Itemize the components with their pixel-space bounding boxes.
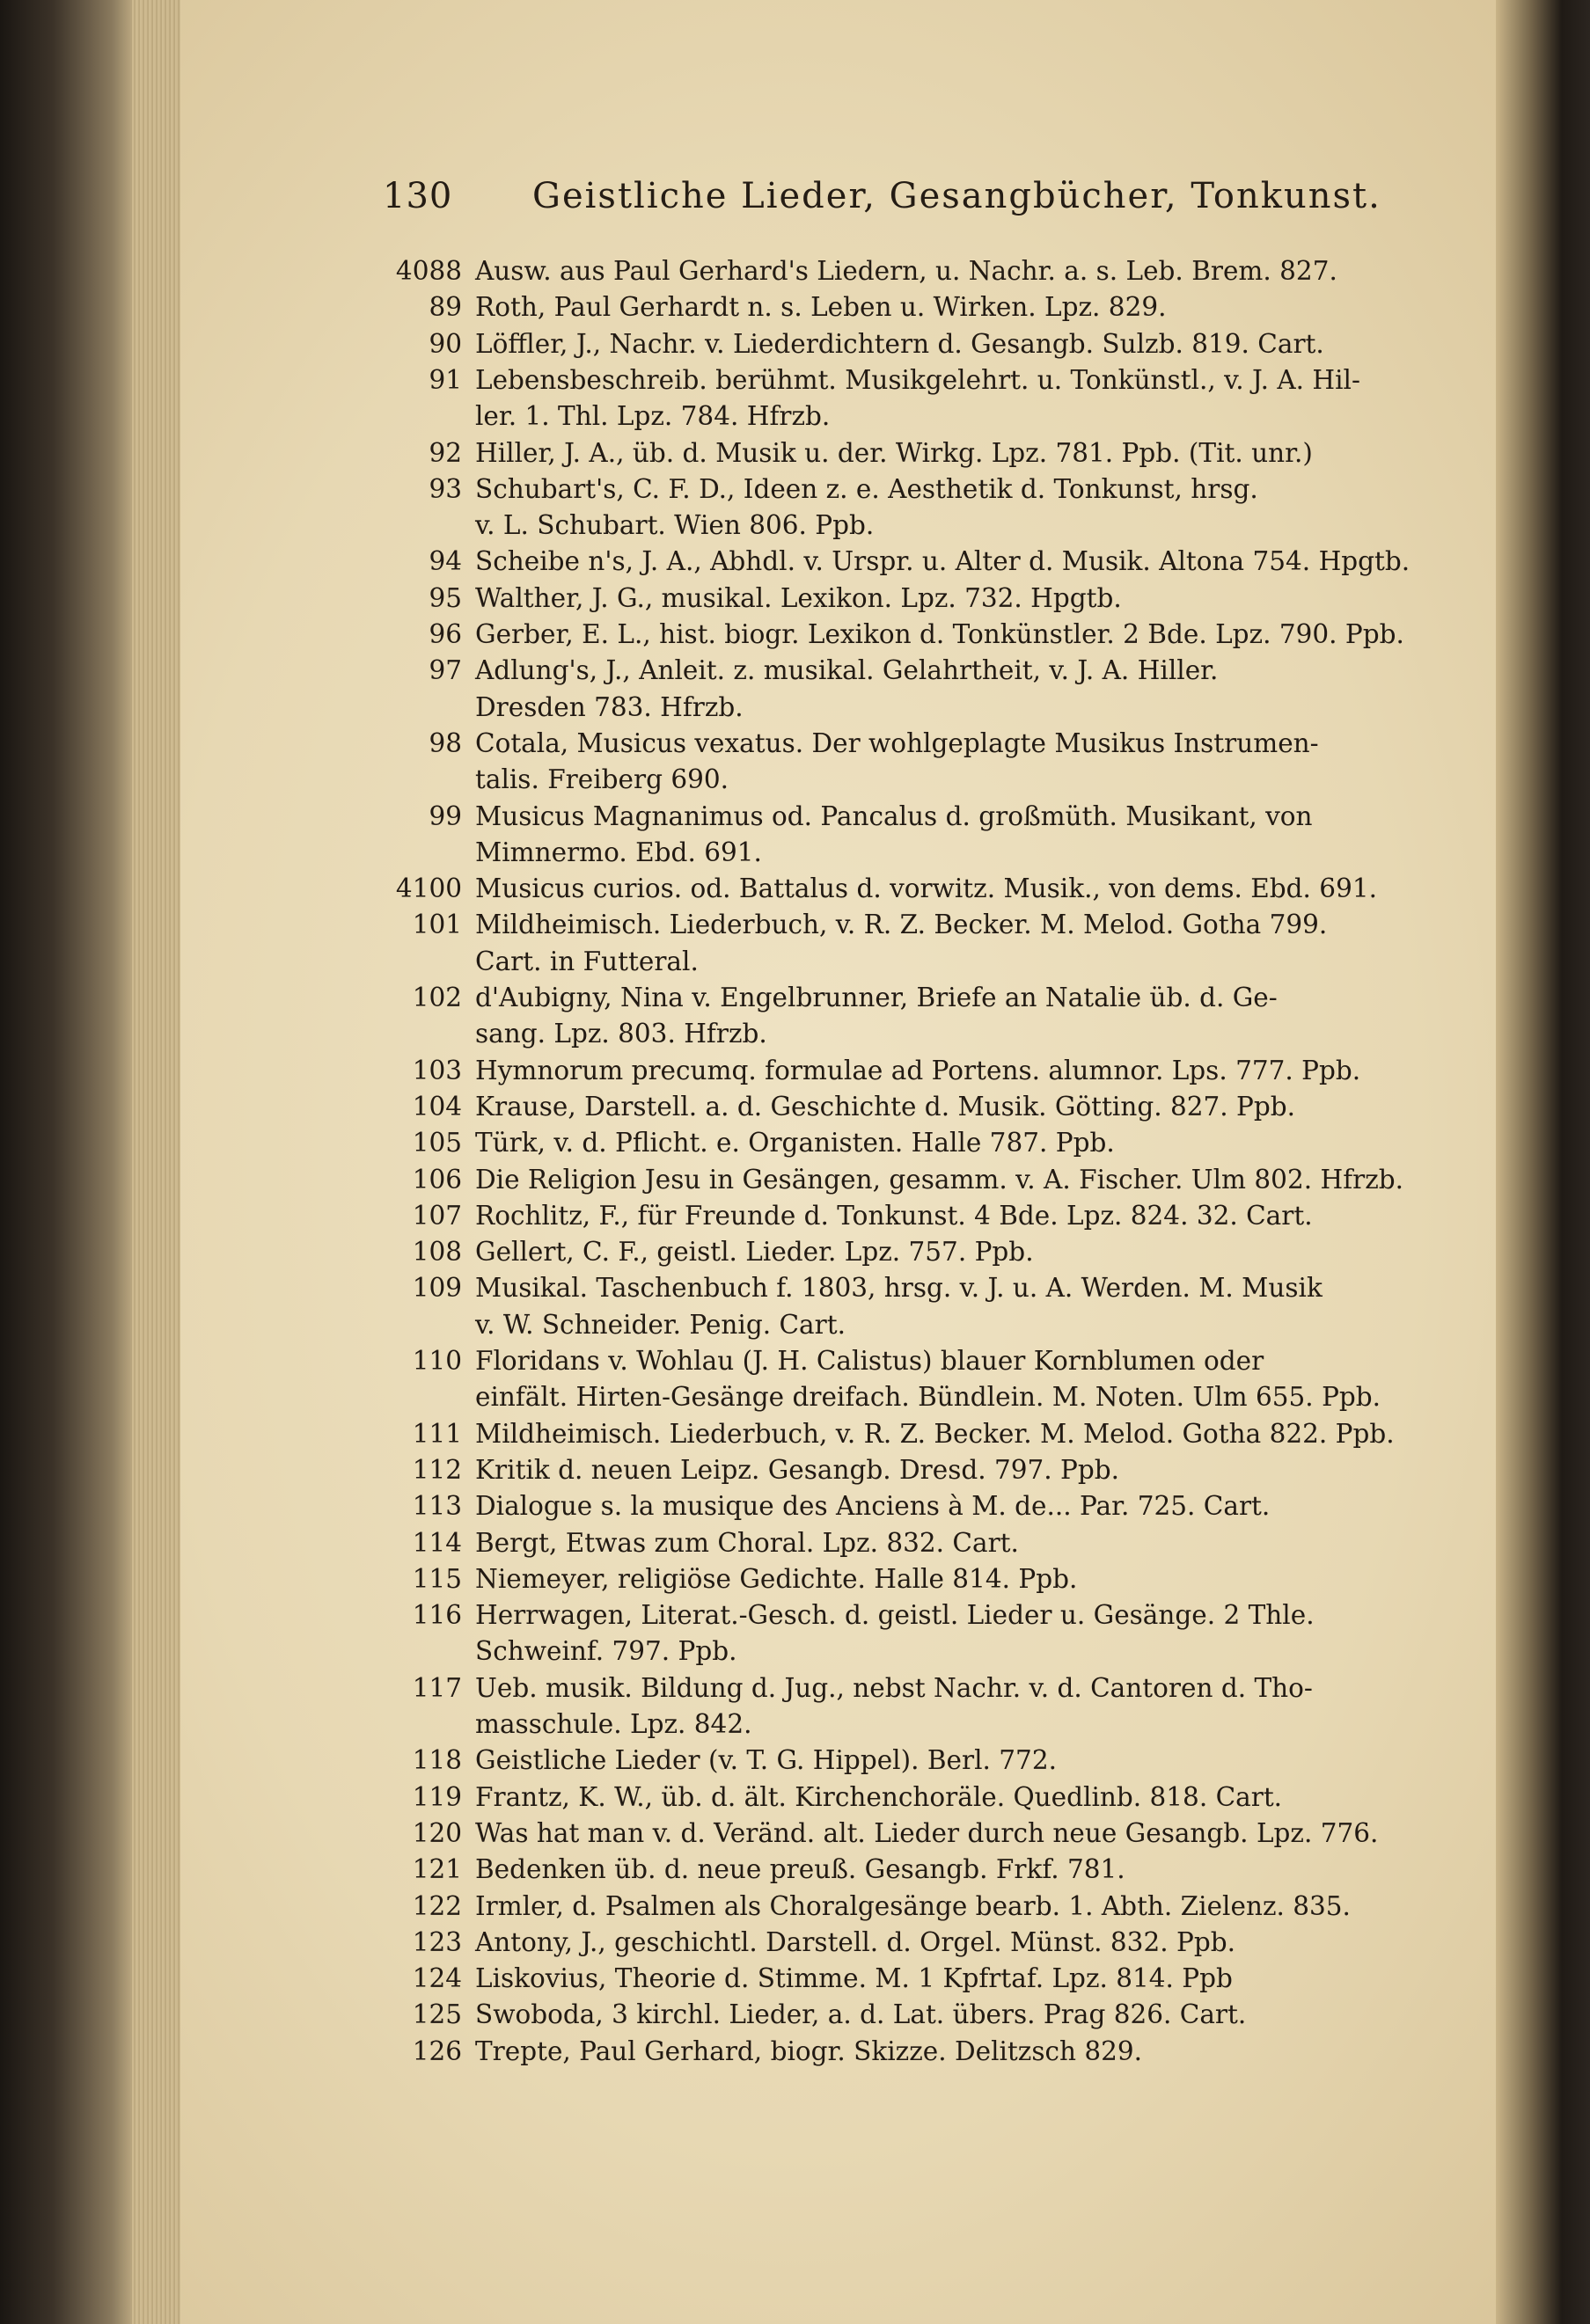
entry-text: Die Religion Jesu in Gesängen, gesamm. v. A. Fischer. Ulm 802. Hfrzb. [475,1165,1404,1195]
entry-text: Scheibe n's, J. A., Abhdl. v. Urspr. u. Alter d. Musik. Altona 754. Hpgtb. [475,546,1410,576]
catalog-entry [387,1454,1487,1486]
catalog-entry [387,364,1487,396]
catalog-entry [387,1127,1487,1158]
entry-number: 4100 [395,873,462,903]
entry-number: 120 [412,1818,462,1848]
catalog-entry [387,1817,1487,1849]
entry-number: 92 [429,438,462,468]
entry-number: 126 [412,2036,462,2066]
catalog-entry-continuation [387,400,1487,432]
entry-number: 123 [412,1927,462,1957]
page-number: 130 [383,176,453,216]
entry-text: Cotala, Musicus vexatus. Der wohlgeplagte Musikus Instrumen- [475,728,1319,758]
page-stack-edge [132,0,185,2324]
entry-number: 114 [412,1528,462,1558]
entry-text: Herrwagen, Literat.-Gesch. d. geistl. Lieder u. Gesänge. 2 Thle. [475,1600,1315,1630]
entry-text: Mildheimisch. Liederbuch, v. R. Z. Becker. M. Melod. Gotha 799. [475,910,1328,939]
catalog-entry-continuation [387,946,1487,977]
entry-text: Dialogue s. la musique des Anciens à M. de... Par. 725. Cart. [475,1491,1271,1521]
entry-text: Türk, v. d. Pflicht. e. Organisten. Halle 787. Ppb. [475,1128,1115,1158]
catalog-entry [387,1926,1487,1958]
entry-number: 90 [429,329,462,359]
catalog-entry [387,1345,1487,1377]
entry-text: Cart. in Futteral. [475,946,699,976]
entry-number: 91 [429,365,462,395]
catalog-entry-continuation [387,1309,1487,1341]
entry-text: Bergt, Etwas zum Choral. Lpz. 832. Cart. [475,1528,1019,1558]
catalog-entry-continuation [387,691,1487,723]
catalog-entry [387,982,1487,1013]
entry-text: ler. 1. Thl. Lpz. 784. Hfrzb. [475,401,831,431]
entry-number: 113 [412,1491,462,1521]
entry-number: 97 [429,655,462,685]
catalog-entry [387,654,1487,686]
catalog-entry [387,873,1487,904]
book-gutter [1496,0,1590,2324]
catalog-entry [387,909,1487,940]
entry-text: v. W. Schneider. Penig. Cart. [475,1310,846,1340]
entry-text: Swoboda, 3 kirchl. Lieder, a. d. Lat. übers. Prag 826. Cart. [475,1999,1247,2029]
catalog-entry [387,1999,1487,2030]
catalog-entry [387,328,1487,360]
catalog-entry-continuation [387,837,1487,868]
entry-text: Trepte, Paul Gerhard, biogr. Skizze. Delitzsch 829. [475,2036,1143,2066]
catalog-entry [387,1781,1487,1813]
catalog-entry [387,582,1487,614]
entry-number: 94 [429,546,462,576]
entry-number: 105 [412,1128,462,1158]
catalog-entry-continuation [387,764,1487,795]
entry-text: v. L. Schubart. Wien 806. Ppb. [475,510,875,540]
entry-number: 112 [412,1455,462,1485]
entry-text: Bedenken üb. d. neue preuß. Gesangb. Frkf. 781. [475,1854,1125,1884]
catalog-entry [387,1200,1487,1231]
entry-text: Gellert, C. F., geistl. Lieder. Lpz. 757. Ppb. [475,1237,1034,1267]
entry-text: Schubart's, C. F. D., Ideen z. e. Aesthetik d. Tonkunst, hrsg. [475,474,1258,504]
catalog-entry [387,1418,1487,1450]
entry-number: 89 [429,292,462,322]
catalog-entry [387,1672,1487,1704]
entry-number: 118 [412,1745,462,1775]
entry-number: 121 [412,1854,462,1884]
catalog-entry [387,473,1487,505]
entry-text: Mildheimisch. Liederbuch, v. R. Z. Becker. M. Melod. Gotha 822. Ppb. [475,1419,1395,1449]
catalog-entry [387,1563,1487,1595]
entry-number: 124 [412,1963,462,1993]
catalog-entry-continuation [387,1635,1487,1667]
entry-text: masschule. Lpz. 842. [475,1709,752,1739]
catalog-entry [387,1055,1487,1086]
entry-text: Musicus Magnanimus od. Pancalus d. großmüth. Musikant, von [475,801,1313,831]
catalog-entry-continuation [387,1381,1487,1413]
catalog-entry [387,800,1487,832]
catalog-entry [387,1853,1487,1885]
catalog-entry [387,1091,1487,1122]
entry-number: 95 [429,583,462,613]
catalog-entry [387,545,1487,577]
book-cover-edge [0,0,132,2324]
entry-text: Irmler, d. Psalmen als Choralgesänge bearb. 1. Abth. Zielenz. 835. [475,1891,1351,1921]
entry-text: Rochlitz, F., für Freunde d. Tonkunst. 4 Bde. Lpz. 824. 32. Cart. [475,1201,1313,1231]
entry-number: 101 [412,910,462,939]
entry-number: 93 [429,474,462,504]
entry-text: Dresden 783. Hfrzb. [475,692,744,722]
entry-text: Lebensbeschreib. berühmt. Musikgelehrt. u. Tonkünstl., v. J. A. Hil- [475,365,1360,395]
entry-text: Roth, Paul Gerhardt n. s. Leben u. Wirken. Lpz. 829. [475,292,1167,322]
entry-text: Antony, J., geschichtl. Darstell. d. Orgel. Münst. 832. Ppb. [475,1927,1235,1957]
running-title: Geistliche Lieder, Gesangbücher, Tonkunst. [532,176,1381,216]
entry-text: Hymnorum precumq. formulae ad Portens. alumnor. Lps. 777. Ppb. [475,1056,1361,1085]
entry-text: Gerber, E. L., hist. biogr. Lexikon d. Tonkünstler. 2 Bde. Lpz. 790. Ppb. [475,619,1404,649]
entry-text: d'Aubigny, Nina v. Engelbrunner, Briefe an Natalie üb. d. Ge- [475,983,1278,1012]
catalog-entry [387,1490,1487,1522]
entry-text: Liskovius, Theorie d. Stimme. M. 1 Kpfrtaf. Lpz. 814. Ppb [475,1963,1233,1993]
entry-text: Adlung's, J., Anleit. z. musikal. Gelahrtheit, v. J. A. Hiller. [475,655,1219,685]
catalog-entry [387,291,1487,323]
catalog-entry [387,727,1487,759]
page-header [383,176,1483,229]
entry-text: Mimnermo. Ebd. 691. [475,837,762,867]
catalog-entry [387,1164,1487,1195]
catalog-entry [387,1272,1487,1304]
entry-text: Walther, J. G., musikal. Lexikon. Lpz. 732. Hpgtb. [475,583,1122,613]
entry-number: 99 [429,801,462,831]
catalog-entry [387,255,1487,287]
catalog-entry [387,1962,1487,1994]
entry-number: 117 [412,1673,462,1703]
entry-number: 116 [412,1600,462,1630]
entry-text: Ueb. musik. Bildung d. Jug., nebst Nachr. v. d. Cantoren d. Tho- [475,1673,1313,1703]
entry-text: Floridans v. Wohlau (J. H. Calistus) blauer Kornblumen oder [475,1346,1264,1376]
entry-number: 106 [412,1165,462,1195]
entry-number: 108 [412,1237,462,1267]
catalog-entry [387,1236,1487,1268]
entry-text: Hiller, J. A., üb. d. Musik u. der. Wirkg. Lpz. 781. Ppb. (Tit. unr.) [475,438,1313,468]
catalog-entry [387,1890,1487,1922]
entry-number: 96 [429,619,462,649]
entry-number: 115 [412,1564,462,1594]
catalog-entry [387,618,1487,650]
entry-number: 4088 [395,256,462,286]
entry-number: 98 [429,728,462,758]
entry-number: 102 [412,983,462,1012]
catalog-entry [387,437,1487,469]
entry-text: Musicus curios. od. Battalus d. vorwitz. Musik., von dems. Ebd. 691. [475,873,1377,903]
entry-number: 107 [412,1201,462,1231]
entry-text: Musikal. Taschenbuch f. 1803, hrsg. v. J. u. A. Werden. M. Musik [475,1273,1323,1303]
entry-text: Was hat man v. d. Veränd. alt. Lieder durch neue Gesangb. Lpz. 776. [475,1818,1379,1848]
entry-number: 109 [412,1273,462,1303]
entry-text: Ausw. aus Paul Gerhard's Liedern, u. Nachr. a. s. Leb. Brem. 827. [475,256,1337,286]
entry-text: Krause, Darstell. a. d. Geschichte d. Musik. Götting. 827. Ppb. [475,1092,1296,1122]
entry-number: 110 [412,1346,462,1376]
catalog-entry [387,1527,1487,1559]
entry-number: 125 [412,1999,462,2029]
entry-text: einfält. Hirten-Gesänge dreifach. Bündlein. M. Noten. Ulm 655. Ppb. [475,1382,1381,1412]
entry-text: Schweinf. 797. Ppb. [475,1636,737,1666]
catalog-entry-continuation [387,1018,1487,1049]
entry-text: Löffler, J., Nachr. v. Liederdichtern d. Gesangb. Sulzb. 819. Cart. [475,329,1324,359]
catalog-entry [387,1744,1487,1776]
catalog-entry-continuation [387,509,1487,541]
entry-text: Geistliche Lieder (v. T. G. Hippel). Berl. 772. [475,1745,1057,1775]
entry-text: Frantz, K. W., üb. d. ält. Kirchenchoräle. Quedlinb. 818. Cart. [475,1782,1283,1812]
entry-text: Kritik d. neuen Leipz. Gesangb. Dresd. 797. Ppb. [475,1455,1120,1485]
entry-number: 104 [412,1092,462,1122]
entry-text: sang. Lpz. 803. Hfrzb. [475,1019,767,1049]
entry-text: Niemeyer, religiöse Gedichte. Halle 814. Ppb. [475,1564,1078,1594]
entry-number: 111 [412,1419,462,1449]
catalog-entry-continuation [387,1708,1487,1740]
entry-text: talis. Freiberg 690. [475,764,729,794]
catalog-entry [387,2035,1487,2067]
entry-number: 122 [412,1891,462,1921]
catalog-entry [387,1599,1487,1631]
entry-number: 103 [412,1056,462,1085]
entry-number: 119 [412,1782,462,1812]
